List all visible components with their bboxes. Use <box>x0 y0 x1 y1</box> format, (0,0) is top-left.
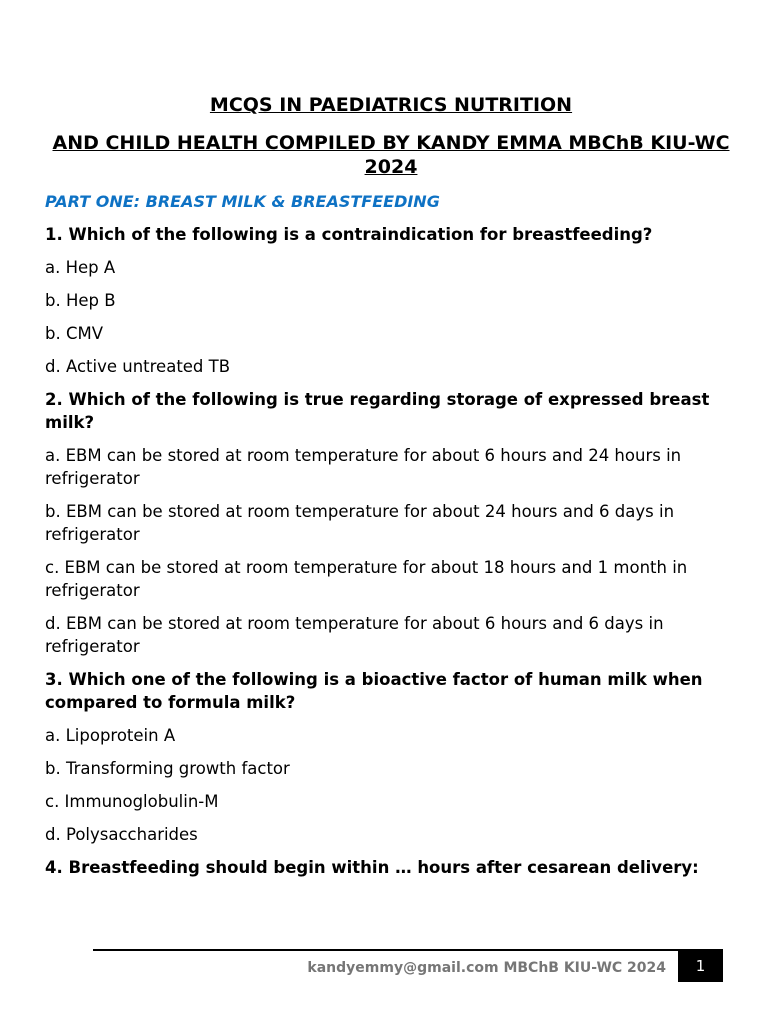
document-title-line-1: MCQS IN PAEDIATRICS NUTRITION <box>209 94 573 116</box>
question-1: 1. Which of the following is a contraindication for breastfeeding? <box>45 225 653 244</box>
question-1-option-b: b. Hep B <box>45 291 116 310</box>
question-2-option-a: a. EBM can be stored at room temperature for about 6 hours and 24 hours in refrigerator <box>45 446 682 488</box>
question-2: 2. Which of the following is true regarding storage of expressed breast milk? <box>45 390 710 432</box>
question-3: 3. Which one of the following is a bioactive factor of human milk when compared to formula milk? <box>45 670 703 712</box>
question-3-option-b: b. Transforming growth factor <box>45 759 290 778</box>
document-title-line-2: AND CHILD HEALTH COMPILED BY KANDY EMMA MBChB KIU-WC 2024 <box>52 132 730 178</box>
question-3-option-a: a. Lipoprotein A <box>45 726 176 745</box>
question-1-option-d: d. Active untreated TB <box>45 357 231 376</box>
question-list <box>45 223 745 889</box>
question-4: 4. Breastfeeding should begin within … hours after cesarean delivery: <box>45 858 699 877</box>
question-2-option-d: d. EBM can be stored at room temperature for about 6 hours and 6 days in refrigerator <box>45 614 664 656</box>
footer-divider <box>93 949 723 951</box>
question-3-option-d: d. Polysaccharides <box>45 825 198 844</box>
part-heading: PART ONE: BREAST MILK & BREASTFEEDING <box>45 192 440 211</box>
question-1-option-c: b. CMV <box>45 324 104 343</box>
question-3-option-c: c. Immunoglobulin-M <box>45 792 219 811</box>
page-number: 1 <box>678 950 723 982</box>
question-2-option-b: b. EBM can be stored at room temperature for about 24 hours and 6 days in refrigerator <box>45 502 675 544</box>
footer-text: kandyemmy@gmail.com MBChB KIU-WC 2024 <box>307 960 666 976</box>
question-1-option-a: a. Hep A <box>45 258 116 277</box>
question-2-option-c: c. EBM can be stored at room temperature for about 18 hours and 1 month in refrigerator <box>45 558 688 600</box>
